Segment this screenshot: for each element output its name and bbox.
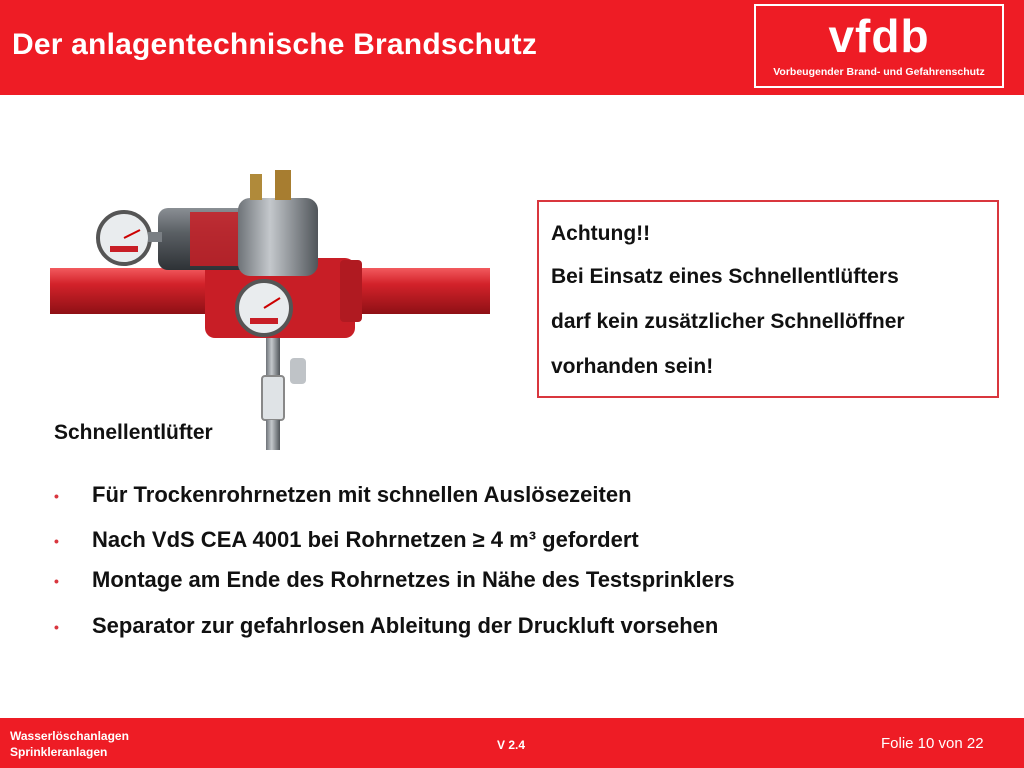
bullet-text: Montage am Ende des Rohrnetzes in Nähe des Testsprinklers [92,567,735,592]
footer-course-line2: Sprinkleranlagen [10,745,108,759]
vfdb-logo [754,4,1004,88]
bullet-icon: • [54,573,59,589]
footer-course-line1: Wasserlöschanlagen [10,729,129,743]
footer-course [10,728,129,760]
warning-box [537,200,999,398]
metal-housing [238,198,318,276]
section-title: Schnellentlüfter [54,421,213,444]
bullet-text: Nach VdS CEA 4001 bei Rohrnetzen ≥ 4 m³ gefordert [92,527,639,552]
quick-exhauster-image [50,160,490,455]
bullet-icon: • [54,488,59,504]
slide-number: Folie 10 von 22 [881,735,984,752]
separator-pipe [266,338,280,378]
warning-line: Bei Einsatz eines Schnellentlüfters [551,265,899,288]
warning-heading: Achtung!! [551,222,651,245]
logo-subtitle: Vorbeugender Brand- und Gefahrenschutz [773,66,985,78]
footer-bar [0,718,1024,768]
warning-line: vorhanden sein! [551,355,714,378]
warning-line: darf kein zusätzlicher Schnellöffner [551,310,905,333]
logo-wordmark: vfdb [828,10,930,62]
bullet-text: Separator zur gefahrlosen Ableitung der Druckluft vorsehen [92,613,719,638]
slide-title: Der anlagentechnische Brandschutz [12,28,538,61]
header-bar [0,0,1024,95]
bullet-text: Für Trockenrohrnetzen mit schnellen Auslösezeiten [92,482,632,507]
bullet-icon: • [54,533,59,549]
footer-version: V 2.4 [497,738,526,752]
bullet-icon: • [54,619,59,635]
